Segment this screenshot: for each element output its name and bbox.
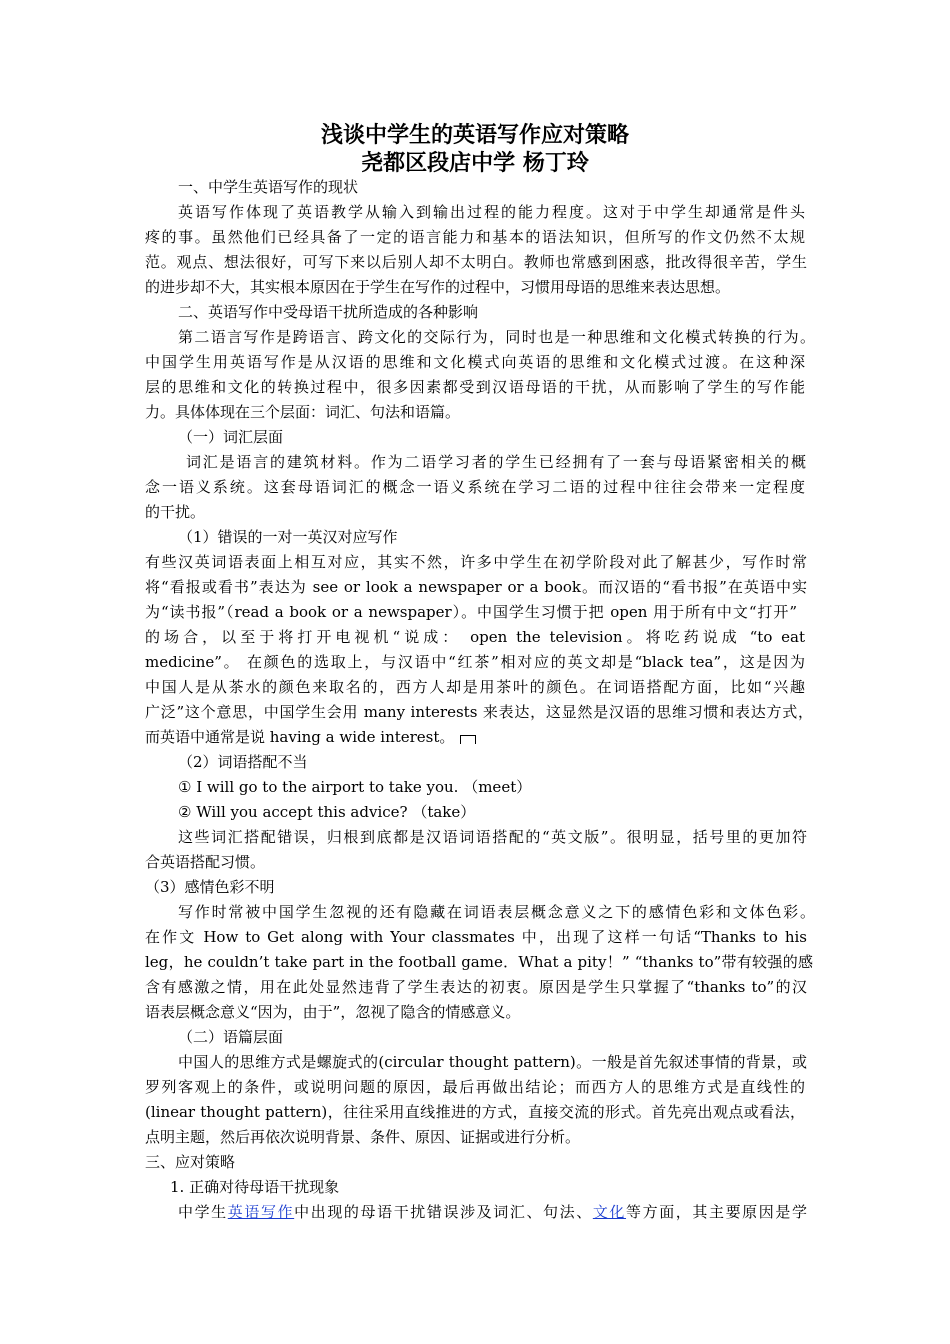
text-line: 中国人的思维方式是螺旋式的(circular thought pattern)。一般是首先叙述事情的背景，或 xyxy=(178,1053,807,1071)
text-line: medicine”。 在颜色的选取上，与汉语中“红茶”相对应的英文却是“black tea”，这是因为 xyxy=(145,653,805,671)
document-title: 浅谈中学生的英语写作应对策略 xyxy=(320,122,629,148)
text-fragment: 中出现的母语干扰错误涉及词汇、句法、 xyxy=(294,1203,593,1221)
text-line: 范。观点、想法很好，可写下来以后别人却不太明白。教师也常感到困惑，批改得很辛苦，学生 xyxy=(145,253,807,271)
text-line: 的场合，以至于将打开电视机“说成： open the television。将吃药说成 “to eat xyxy=(145,628,805,646)
heading-strategy-1: 1. 正确对待母语干扰现象 xyxy=(170,1178,340,1196)
text-line: 英语写作体现了英语教学从输入到输出过程的能力程度。这对于中学生却通常是件头 xyxy=(178,203,805,221)
text-line: 广泛”这个意思，中国学生会用 many interests 来表达，这显然是汉语的思维习惯和表达方式， xyxy=(145,703,813,721)
text-line: 罗列客观上的条件，或说明问题的原因，最后再做出结论；而西方人的思维方式是直线性的 xyxy=(145,1078,805,1096)
heading-section-3: 三、应对策略 xyxy=(145,1153,236,1171)
text-line: 力。具体体现在三个层面：词汇、句法和语篇。 xyxy=(145,403,461,421)
text-fragment: 等方面，其主要原因是学 xyxy=(626,1203,807,1221)
text-line-with-links xyxy=(178,1201,807,1223)
heading-discourse: （二）语篇层面 xyxy=(178,1028,284,1046)
text-line: leg，he couldn’t take part in the football game．What a pity！” “thanks to”带有较强的感 xyxy=(145,953,813,971)
author-line: 尧都区段店中学 杨丁玲 xyxy=(361,150,589,176)
text-line: 为“读书报”（read a book or a newspaper）。中国学生习惯于把 open 用于所有中文“打开” xyxy=(145,603,797,621)
text-line: 层的思维和文化的转换过程中，很多因素都受到汉语母语的干扰，从而影响了学生的写作能 xyxy=(145,378,805,396)
text-line: 将“看报或看书”表达为 see or look a newspaper or a book。而汉语的“看书报”在英语中实 xyxy=(145,578,807,596)
text-line: 写作时常被中国学生忽视的还有隐藏在词语表层概念意义之下的感情色彩和文体色彩。 xyxy=(178,903,815,921)
text-fragment: 中学生 xyxy=(178,1203,228,1221)
text-line: 语表层概念意义“因为，由于”，忽视了隐含的情感意义。 xyxy=(145,1003,521,1021)
example-line: ① I will go to the airport to take you. （meet） xyxy=(178,778,532,796)
text-line: 中国学生用英语写作是从汉语的思维和文化模式向英语的思维和文化模式过渡。在这种深 xyxy=(145,353,805,371)
example-line: ② Will you accept this advice? （take） xyxy=(178,803,476,821)
link-english-writing[interactable]: 英语写作 xyxy=(227,1203,295,1221)
text-line: 第二语言写作是跨语言、跨文化的交际行为，同时也是一种思维和文化模式转换的行为。 xyxy=(178,328,815,346)
text-line: 而英语中通常是说 having a wide interest。 xyxy=(145,728,455,746)
text-line: 点明主题，然后再依次说明背景、条件、原因、证据或进行分析。 xyxy=(145,1128,581,1146)
text-line: 合英语搭配习惯。 xyxy=(145,853,266,871)
text-line: 这些词汇搭配错误，归根到底都是汉语词语搭配的“英文版”。很明显，括号里的更加符 xyxy=(178,828,807,846)
text-line-with-mark xyxy=(145,726,815,748)
heading-subsection-3: （3）感情色彩不明 xyxy=(145,878,275,896)
text-line: 词汇是语言的建筑材料。作为二语学习者的学生已经拥有了一套与母语紧密相关的概 xyxy=(186,453,806,471)
text-line: 含有感激之情，用在此处显然违背了学生表达的初衷。原因是学生只掌握了“thanks to”的汉 xyxy=(145,978,807,996)
text-line: (linear thought pattern)，往往采用直线推进的方式，直接交流的形式。首先亮出观点或看法， xyxy=(145,1103,805,1121)
link-culture[interactable]: 文化 xyxy=(592,1203,627,1221)
return-mark-icon xyxy=(460,735,476,744)
heading-vocabulary: （一）词汇层面 xyxy=(178,428,284,446)
text-line: 有些汉英词语表面上相互对应，其实不然，许多中学生在初学阶段对此了解甚少，写作时常 xyxy=(145,553,807,571)
heading-section-2: 二、英语写作中受母语干扰所造成的各种影响 xyxy=(178,303,479,321)
text-line: 的干扰。 xyxy=(145,503,206,521)
heading-subsection-1: （1）错误的一对一英汉对应写作 xyxy=(178,528,398,546)
heading-section-1: 一、中学生英语写作的现状 xyxy=(178,178,359,196)
text-line: 念一语义系统。这套母语词汇的概念一语义系统在学习二语的过程中往往会带来一定程度 xyxy=(145,478,805,496)
text-line: 中国人是从茶水的颜色来取名的，西方人却是用茶叶的颜色。在词语搭配方面，比如“兴趣 xyxy=(145,678,805,696)
text-line: 在作文 How to Get along with Your classmates 中，出现了这样一句话“Thanks to his xyxy=(145,928,807,946)
text-line: 疼的事。虽然他们已经具备了一定的语言能力和基本的语法知识，但所写的作文仍然不太规 xyxy=(145,228,805,246)
heading-subsection-2: （2）词语搭配不当 xyxy=(178,753,308,771)
text-line: 的进步却不大，其实根本原因在于学生在写作的过程中，习惯用母语的思维来表达思想。 xyxy=(145,278,731,296)
